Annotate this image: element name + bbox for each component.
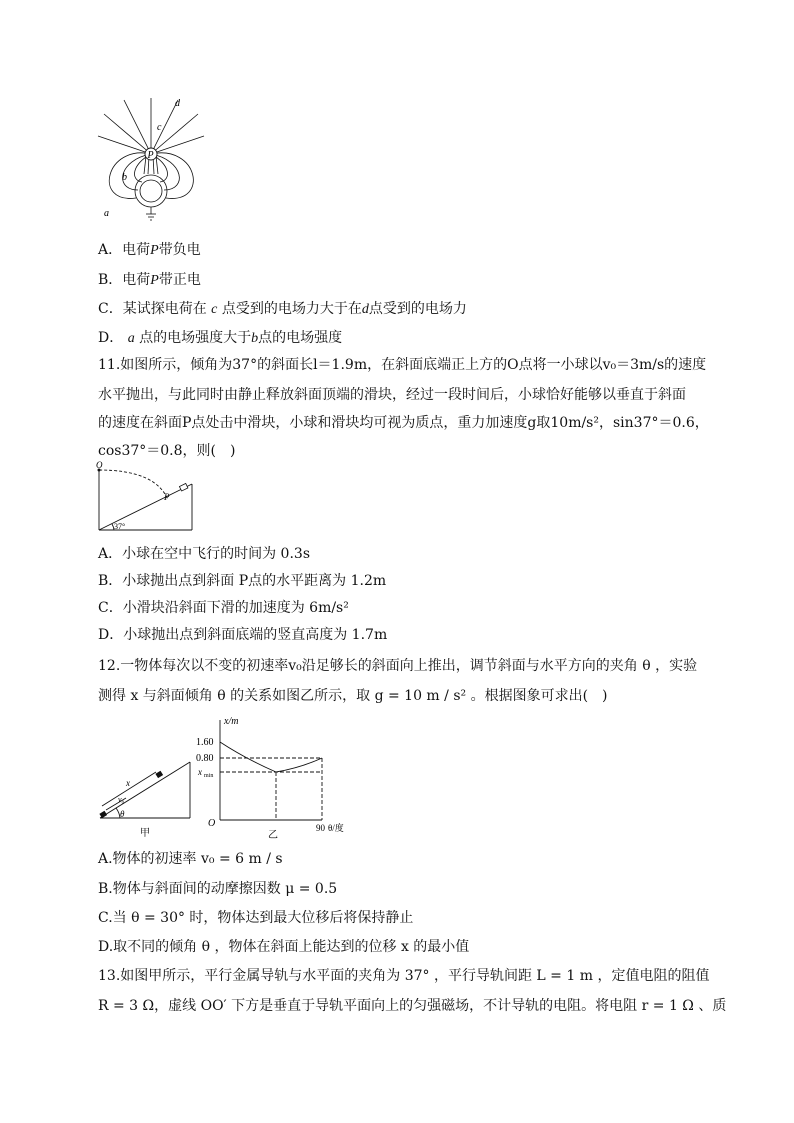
opt-var: b: [251, 331, 259, 346]
q11-label-angle: 37°: [114, 522, 126, 531]
opt-letter: A: [98, 242, 109, 258]
opt-letter: D: [98, 330, 110, 346]
q12-yi-ytick-min-sub: min: [204, 773, 214, 779]
q12-stem-line-1: 12.一物体每次以不变的初速率v₀沿足够长的斜面向上推出，调节斜面与水平方向的夹角 θ ，实验: [98, 658, 698, 674]
q12-incline-figure: [96, 754, 196, 840]
q10-label-a: a: [104, 208, 109, 219]
q12-yi-xtick: 90: [316, 823, 325, 833]
opt-text: ．某试探电荷在: [108, 301, 207, 317]
q10-option-a: [98, 240, 201, 261]
q12-yi-ytick-1: 1.60: [196, 737, 214, 748]
opt-var: d: [361, 302, 369, 317]
q11-option-a: A．小球在空中飞行的时间为 0.3s: [98, 546, 311, 562]
opt-var: P: [150, 243, 159, 258]
opt-var: c: [211, 302, 218, 317]
opt-text: 带负电: [158, 242, 201, 258]
opt-text: 点的电场强度: [258, 330, 343, 346]
q12-option-c: C.当 θ = 30° 时，物体达到最大位移后将保持静止: [98, 910, 414, 926]
q12-jia-label-x: x: [126, 778, 130, 788]
opt-letter: B: [98, 272, 109, 288]
q10-label-b: b: [122, 172, 127, 183]
q12-yi-xlabel: θ/度: [328, 823, 344, 833]
q12-option-a: A.物体的初速率 v₀ = 6 m / s: [98, 851, 283, 867]
q10-label-c: c: [157, 122, 162, 133]
q10-field-figure: [96, 94, 208, 224]
opt-var: P: [150, 273, 159, 288]
q10-label-d: d: [175, 98, 180, 109]
q12-yi-origin: O: [208, 818, 216, 829]
opt-text: ．: [109, 330, 124, 346]
q13-stem-line-1: 13.如图甲所示，平行金属导轨与水平面的夹角为 37° ，平行导轨间距 L = 1 m ，定值电阻的阻值: [98, 968, 710, 984]
q11-option-d: D．小球抛出点到斜面底端的竖直高度为 1.7m: [98, 627, 388, 643]
q10-option-d: [98, 328, 342, 349]
q12-yi-ylabel: x/m: [224, 716, 239, 727]
opt-text: ．电荷: [108, 272, 151, 288]
opt-var: a: [127, 331, 135, 346]
q11-option-c: C．小滑块沿斜面下滑的加速度为 6m/s²: [98, 600, 349, 616]
q10-option-c: [98, 299, 467, 320]
q13-stem-line-2: R = 3 Ω，虚线 OO′ 下方是垂直于导轨平面向上的匀强磁场，不计导轨的电阻。将电阻 r = 1 Ω 、质: [98, 998, 727, 1014]
q11-incline-figure: [96, 462, 196, 534]
q12-stem-line-2: 测得 x 与斜面倾角 θ 的关系如图乙所示，取 g = 10 m / s² 。根据图象可求出( ): [98, 688, 608, 704]
q12-graph-figure: [196, 714, 356, 844]
q11-label-O: O: [96, 460, 103, 470]
q10-label-P: P: [147, 150, 154, 161]
opt-text: 带正电: [158, 272, 201, 288]
opt-text: ．电荷: [108, 242, 151, 258]
q12-jia-label-v0: v₀: [118, 795, 125, 804]
q11-option-b: B．小球抛出点到斜面 P点的水平距离为 1.2m: [98, 573, 387, 589]
opt-text: 点的电场强度大于: [139, 330, 252, 346]
q12-yi-caption: 乙: [268, 830, 278, 841]
q11-stem-line-2: 水平抛出，与此同时由静止释放斜面顶端的滑块，经过一段时间后，小球恰好能够以垂直于斜面: [98, 387, 686, 403]
q11-stem-line-3: 的速度在斜面P点处击中滑块，小球和滑块均可视为质点，重力加速度g取10m/s²，sin37°＝0.6，: [98, 415, 709, 431]
opt-letter: C: [98, 301, 109, 317]
q12-option-b: B.物体与斜面间的动摩擦因数 μ = 0.5: [98, 881, 338, 897]
opt-text: 点受到的电场力大于在: [221, 301, 362, 317]
q11-stem-line-1: 11.如图所示，倾角为37°的斜面长l＝1.9m，在斜面底端正上方的O点将一小球以v₀＝3m/s的速度: [98, 357, 707, 373]
q12-jia-caption: 甲: [140, 828, 150, 839]
q11-stem-line-4: cos37°＝0.8，则( ): [98, 443, 236, 459]
q12-jia-label-theta: θ: [120, 809, 125, 819]
q12-option-d: D.取不同的倾角 θ ，物体在斜面上能达到的位移 x 的最小值: [98, 939, 470, 955]
q10-option-b: [98, 270, 201, 291]
q12-yi-ytick-min: x: [198, 767, 202, 777]
opt-text: 点受到的电场力: [368, 301, 467, 317]
q12-yi-ytick-2: 0.80: [196, 753, 214, 764]
q11-label-P: P: [164, 492, 170, 502]
